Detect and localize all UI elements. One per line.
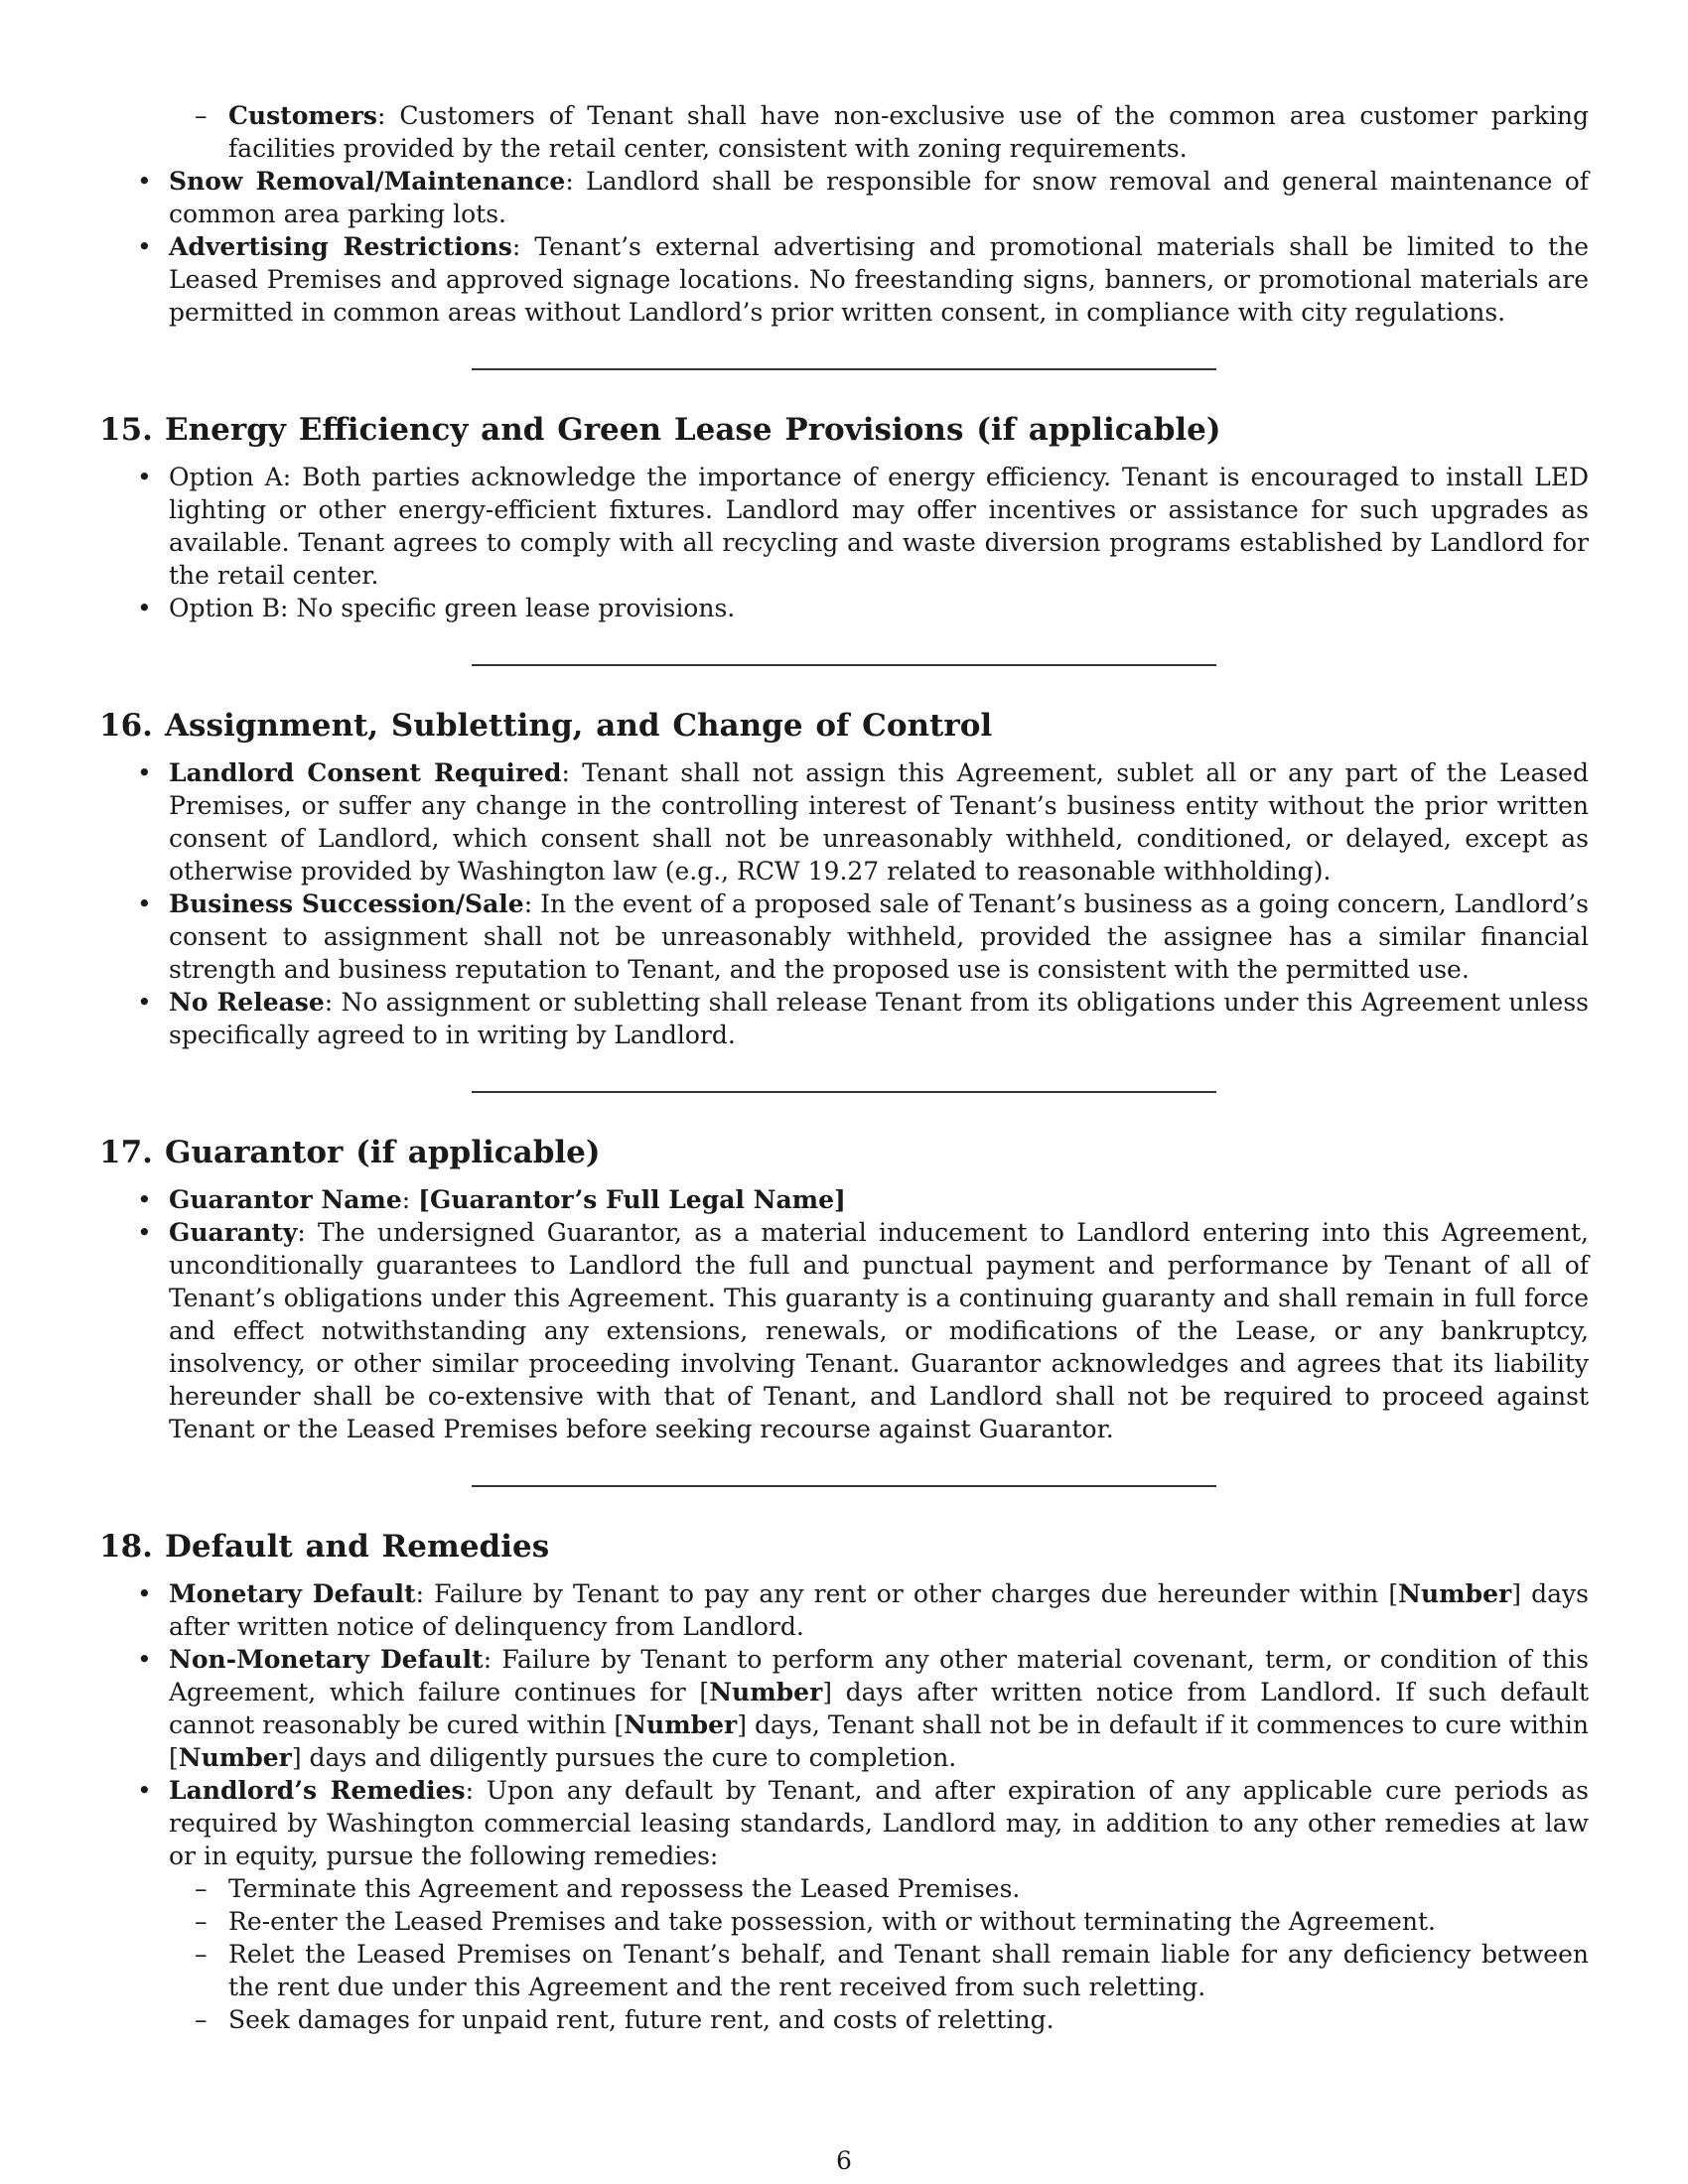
section-divider	[472, 1091, 1216, 1093]
remedies-sublist	[99, 1872, 1589, 2036]
bold-label: Business Succession/Sale	[169, 889, 524, 918]
list-item: – Seek damages for unpaid rent, future rent, and costs of reletting.	[99, 2003, 1589, 2036]
list-item: • Monetary Default: Failure by Tenant to pay any rent or other charges due hereunder within [Number] days after written notice of delinquency from Landlord.	[99, 1577, 1589, 1643]
number-placeholder: Number	[624, 1710, 738, 1739]
list-item: • Business Succession/Sale: In the event of a proposed sale of Tenant’s business as a going concern, Landlord’s consent to assignment shall not be unreasonably withheld, provided the assignee has a similar financial strength and business reputation to Tenant, and the proposed use is consistent with the permitted use.	[99, 887, 1589, 986]
list-item: • No Release: No assignment or subletting shall release Tenant from its obligations under this Agreement unless specifically agreed to in writing by Landlord.	[99, 986, 1589, 1051]
section-divider	[472, 1485, 1216, 1487]
list-item: • Option B: No specific green lease provisions.	[99, 592, 1589, 624]
bold-label: Advertising Restrictions	[169, 232, 512, 261]
bold-label: No Release	[169, 988, 325, 1017]
document-page	[99, 99, 1589, 2036]
guarantor-name-placeholder: [Guarantor’s Full Legal Name]	[418, 1185, 846, 1214]
bold-label: Guaranty	[169, 1218, 298, 1247]
parking-list	[99, 165, 1589, 329]
section-17	[99, 1133, 1589, 1445]
list-item: • Snow Removal/Maintenance: Landlord shall be responsible for snow removal and general maintenance of common area parking lots.	[99, 165, 1589, 230]
section-divider	[472, 368, 1216, 370]
bold-label: Landlord Consent Required	[169, 758, 562, 787]
section-heading: 15. Energy Efficiency and Green Lease Provisions (if applicable)	[99, 412, 1221, 448]
bold-label: Monetary Default	[169, 1579, 416, 1608]
number-placeholder: Number	[1398, 1579, 1512, 1608]
section-heading: 17. Guarantor (if applicable)	[99, 1135, 601, 1170]
list-item: • Landlord’s Remedies: Upon any default by Tenant, and after expiration of any applicable cure periods as required by Washington commercial leasing standards, Landlord may, in addition to any other remedies at law or in equity, pursue the following remedies:	[99, 1774, 1589, 1872]
list-item: • Guarantor Name: [Guarantor’s Full Legal Name]	[99, 1183, 1589, 1216]
section-heading: 18. Default and Remedies	[99, 1529, 550, 1565]
list-item: • Guaranty: The undersigned Guarantor, as a material inducement to Landlord entering into this Agreement, unconditionally guarantees to Landlord the full and punctual payment and performance by Tenant of all of Tenant’s obligations under this Agreement. This guaranty is a continuing guaranty and shall remain in full force and effect notwithstanding any extensions, renewals, or modifications of the Lease, or any bankruptcy, insolvency, or other similar proceeding involving Tenant. Guarantor acknowledges and agrees that its liability hereunder shall be co-extensive with that of Tenant, and Landlord shall not be required to proceed against Tenant or the Leased Premises before seeking recourse against Guarantor.	[99, 1216, 1589, 1445]
number-placeholder: Number	[709, 1678, 823, 1706]
list-item: • Non-Monetary Default: Failure by Tenant to perform any other material covenant, term, or condition of this Agreement, which failure continues for [Number] days after written notice from Landlord. If such default cannot reasonably be cured within [Number] days, Tenant shall not be in default if it commences to cure within [Number] days and diligently pursues the cure to completion.	[99, 1643, 1589, 1774]
section-15	[99, 410, 1589, 624]
list-item: – Customers: Customers of Tenant shall have non-exclusive use of the common area customer parking facilities provided by the retail center, consistent with zoning requirements.	[99, 99, 1589, 165]
page-number: 6	[836, 2146, 852, 2175]
bold-label: Snow Removal/Maintenance	[169, 167, 566, 196]
list-item: – Terminate this Agreement and repossess the Leased Premises.	[99, 1872, 1589, 1905]
customers-sublist	[99, 99, 1589, 165]
bold-label: Landlord’s Remedies	[169, 1776, 466, 1805]
bold-label: Guarantor Name	[169, 1185, 402, 1214]
list-item: – Relet the Leased Premises on Tenant’s behalf, and Tenant shall remain liable for any deficiency between the rent due under this Agreement and the rent received from such reletting.	[99, 1938, 1589, 2003]
list-item: • Landlord Consent Required: Tenant shall not assign this Agreement, sublet all or any part of the Leased Premises, or suffer any change in the controlling interest of Tenant’s business entity without the prior written consent of Landlord, which consent shall not be unreasonably withheld, conditioned, or delayed, except as otherwise provided by Washington law (e.g., RCW 19.27 related to reasonable withholding).	[99, 756, 1589, 887]
bold-label: Non-Monetary Default	[169, 1645, 484, 1674]
bold-label: Customers	[228, 101, 377, 130]
section-divider	[472, 664, 1216, 666]
section-heading: 16. Assignment, Subletting, and Change of Control	[99, 708, 993, 744]
list-item: • Advertising Restrictions: Tenant’s external advertising and promotional materials shall be limited to the Leased Premises and approved signage locations. No freestanding signs, banners, or promotional materials are permitted in common areas without Landlord’s prior written consent, in compliance with city regulations.	[99, 230, 1589, 329]
list-item: – Re-enter the Leased Premises and take possession, with or without terminating the Agreement.	[99, 1905, 1589, 1938]
section-18	[99, 1527, 1589, 2036]
number-placeholder: Number	[178, 1743, 292, 1772]
section-16	[99, 706, 1589, 1051]
list-item: • Option A: Both parties acknowledge the importance of energy efficiency. Tenant is encouraged to install LED lighting or other energy-efficient fixtures. Landlord may offer incentives or assistance for such upgrades as available. Tenant agrees to comply with all recycling and waste diversion programs established by Landlord for the retail center.	[99, 461, 1589, 592]
